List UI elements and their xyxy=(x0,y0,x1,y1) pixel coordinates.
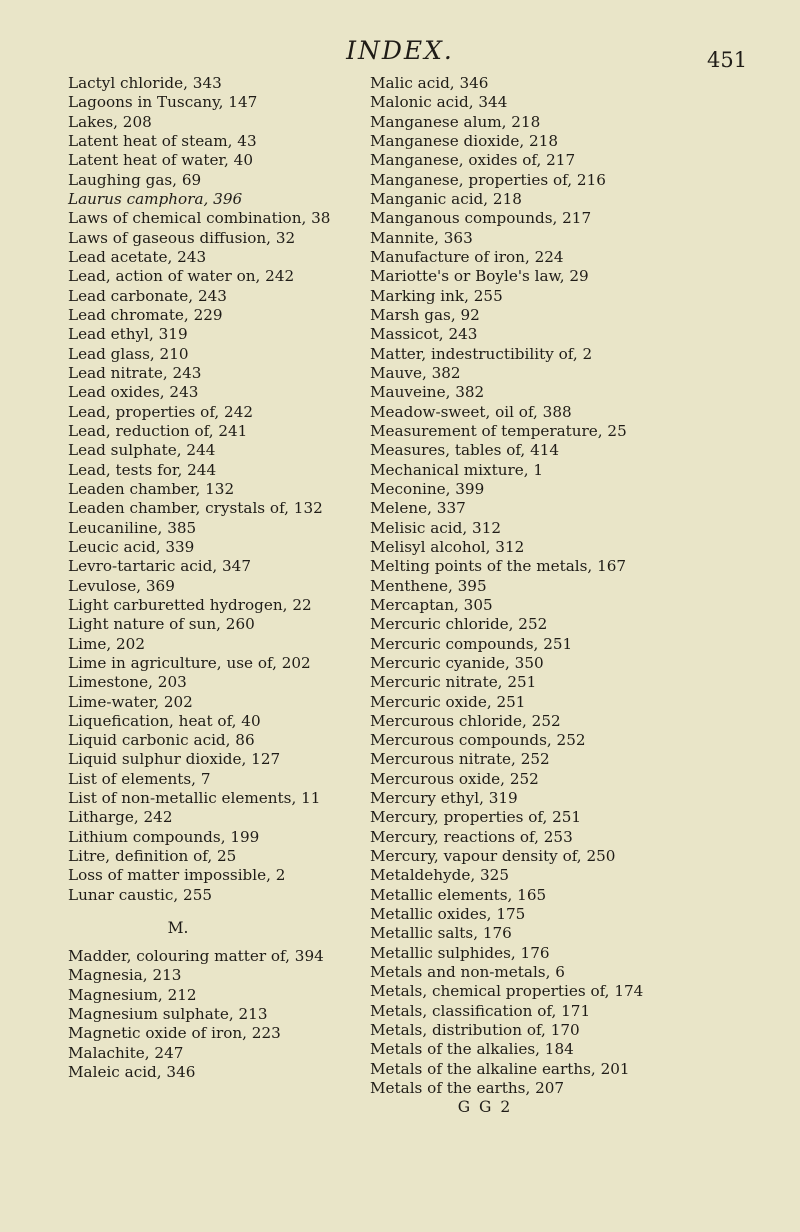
index-entry: Metals and non-metals, 6 xyxy=(370,963,565,982)
index-entry: Metals, chemical properties of, 174 xyxy=(370,982,644,1001)
index-entry: Lead nitrate, 243 xyxy=(68,363,202,382)
index-entry: Mercurous oxide, 252 xyxy=(370,769,539,788)
index-entry: Levulose, 369 xyxy=(68,576,175,595)
index-entry: Metallic oxides, 175 xyxy=(370,905,526,924)
index-entry: Laws of chemical combination, 38 xyxy=(68,209,331,228)
index-entry: Melene, 337 xyxy=(370,499,466,518)
index-entry: Meadow-sweet, oil of, 388 xyxy=(370,402,572,421)
index-entry: Lead chromate, 229 xyxy=(68,305,223,324)
index-entry: Lead sulphate, 244 xyxy=(68,441,216,460)
index-entry: Mercury, properties of, 251 xyxy=(370,808,582,827)
index-entry: Mercuric cyanide, 350 xyxy=(370,653,544,672)
index-entry: Lead oxides, 243 xyxy=(68,383,199,402)
index-entry: Mercaptan, 305 xyxy=(370,595,493,614)
index-entry: Loss of matter impossible, 2 xyxy=(68,866,286,885)
index-entry: Marsh gas, 92 xyxy=(370,305,480,324)
index-entry: Lactyl chloride, 343 xyxy=(68,74,222,92)
index-entry: Manganese dioxide, 218 xyxy=(370,131,559,150)
index-entry: Madder, colouring matter of, 394 xyxy=(68,947,324,966)
index-entry: Malonic acid, 344 xyxy=(370,93,508,112)
index-entry: Lead, action of water on, 242 xyxy=(68,267,295,286)
index-entry: Metaldehyde, 325 xyxy=(370,866,509,885)
index-entry: Malic acid, 346 xyxy=(370,74,489,92)
index-entry: Magnetic oxide of iron, 223 xyxy=(68,1024,281,1043)
index-entry: Measurement of temperature, 25 xyxy=(370,421,627,440)
index-entry: Manganic acid, 218 xyxy=(370,189,522,208)
index-entry: Maleic acid, 346 xyxy=(68,1063,196,1082)
index-entry: Meconine, 399 xyxy=(370,479,485,498)
index-entry: Mannite, 363 xyxy=(370,228,473,247)
index-entry: Metals, classification of, 171 xyxy=(370,1001,591,1020)
index-entry: Manganese, properties of, 216 xyxy=(370,170,606,189)
index-entry: Mercurous nitrate, 252 xyxy=(370,750,550,769)
index-entry: Lead, reduction of, 241 xyxy=(68,421,248,440)
index-entry: Mauveine, 382 xyxy=(370,383,485,402)
index-entry: Lead acetate, 243 xyxy=(68,247,207,266)
index-entry: Metals, distribution of, 170 xyxy=(370,1021,580,1040)
index-entry: Metals of the alkalies, 184 xyxy=(370,1040,574,1059)
index-entry: Lime in agriculture, use of, 202 xyxy=(68,653,311,672)
index-entry: Mariotte's or Boyle's law, 29 xyxy=(370,267,589,286)
index-entry: Liquid carbonic acid, 86 xyxy=(68,731,255,750)
index-entry: Massicot, 243 xyxy=(370,325,478,344)
index-entry: Leaden chamber, 132 xyxy=(68,479,235,498)
index-entry: Melisyl alcohol, 312 xyxy=(370,537,525,556)
index-entry: Mauve, 382 xyxy=(370,363,461,382)
index-entry: Measures, tables of, 414 xyxy=(370,441,560,460)
index-entry: Latent heat of water, 40 xyxy=(68,151,254,170)
index-entry: Litre, definition of, 25 xyxy=(68,847,237,866)
index-entry: Marking ink, 255 xyxy=(370,286,503,305)
index-entry: Mercuric chloride, 252 xyxy=(370,615,548,634)
index-entry: Lime-water, 202 xyxy=(68,692,193,711)
index-entry: List of non-metallic elements, 11 xyxy=(68,789,321,808)
index-entry: Mercury ethyl, 319 xyxy=(370,789,518,808)
index-entry: Leucaniline, 385 xyxy=(68,518,197,537)
index-entry: List of elements, 7 xyxy=(68,769,211,788)
section-letter: M. xyxy=(167,919,189,938)
index-entry: Litharge, 242 xyxy=(68,808,173,827)
index-entry: Mercurous compounds, 252 xyxy=(370,731,586,750)
index-entry: Laurus camphora, 396 xyxy=(68,189,243,208)
index-entry: Levro-tartaric acid, 347 xyxy=(68,557,251,576)
index-entry: Mechanical mixture, 1 xyxy=(370,460,544,479)
index-entry: Lead carbonate, 243 xyxy=(68,286,227,305)
index-entry: Leaden chamber, crystals of, 132 xyxy=(68,499,323,518)
index-entry: Lunar caustic, 255 xyxy=(68,885,213,904)
index-entry: Matter, indestructibility of, 2 xyxy=(370,344,593,363)
index-entry: Manganese alum, 218 xyxy=(370,112,541,131)
index-entry: Metals of the alkaline earths, 201 xyxy=(370,1059,630,1078)
index-entry: Lagoons in Tuscany, 147 xyxy=(68,93,258,112)
index-entry: Melting points of the metals, 167 xyxy=(370,557,627,576)
index-entry: Magnesia, 213 xyxy=(68,966,182,985)
index-entry: Mercurous chloride, 252 xyxy=(370,711,561,730)
index-entry: Melisic acid, 312 xyxy=(370,518,502,537)
index-entry: Liquefication, heat of, 40 xyxy=(68,711,261,730)
index-entry: Mercuric compounds, 251 xyxy=(370,634,573,653)
index-entry: Metallic sulphides, 176 xyxy=(370,943,550,962)
index-entry: Mercury, vapour density of, 250 xyxy=(370,847,616,866)
index-entry: Magnesium, 212 xyxy=(68,985,197,1004)
index-entry: Magnesium sulphate, 213 xyxy=(68,1005,268,1024)
index-entry: Lead ethyl, 319 xyxy=(68,325,188,344)
index-entry: Mercuric nitrate, 251 xyxy=(370,673,537,692)
index-entry: Latent heat of steam, 43 xyxy=(68,131,257,150)
index-entry: Manganese, oxides of, 217 xyxy=(370,151,576,170)
index-entry: Lead, properties of, 242 xyxy=(68,402,254,421)
index-entry: Laws of gaseous diffusion, 32 xyxy=(68,228,296,247)
index-entry: Liquid sulphur dioxide, 127 xyxy=(68,750,281,769)
index-column-left xyxy=(68,74,408,1082)
running-head-title: INDEX. xyxy=(346,36,454,65)
index-entry: Mercuric oxide, 251 xyxy=(370,692,526,711)
index-entry: Metallic elements, 165 xyxy=(370,885,547,904)
index-entry: Metallic salts, 176 xyxy=(370,924,512,943)
index-entry: Laughing gas, 69 xyxy=(68,170,202,189)
index-entry: Lithium compounds, 199 xyxy=(68,827,260,846)
index-entry: Mercury, reactions of, 253 xyxy=(370,827,573,846)
index-entry: Lead glass, 210 xyxy=(68,344,189,363)
index-entry: Light nature of sun, 260 xyxy=(68,615,255,634)
signature-mark: G G 2 xyxy=(457,1098,513,1117)
page-number: 451 xyxy=(707,48,748,72)
index-entry: Leucic acid, 339 xyxy=(68,537,195,556)
index-entry: Metals of the earths, 207 xyxy=(370,1079,565,1098)
index-entry: Lead, tests for, 244 xyxy=(68,460,217,479)
index-entry: Menthene, 395 xyxy=(370,576,487,595)
index-entry: Malachite, 247 xyxy=(68,1043,184,1062)
index-entry: Manganous compounds, 217 xyxy=(370,209,592,228)
index-entry: Lakes, 208 xyxy=(68,112,152,131)
index-column-right xyxy=(370,74,740,1117)
index-entry: Limestone, 203 xyxy=(68,673,187,692)
index-entry: Lime, 202 xyxy=(68,634,145,653)
index-entry: Manufacture of iron, 224 xyxy=(370,247,564,266)
index-entry: Light carburetted hydrogen, 22 xyxy=(68,595,312,614)
